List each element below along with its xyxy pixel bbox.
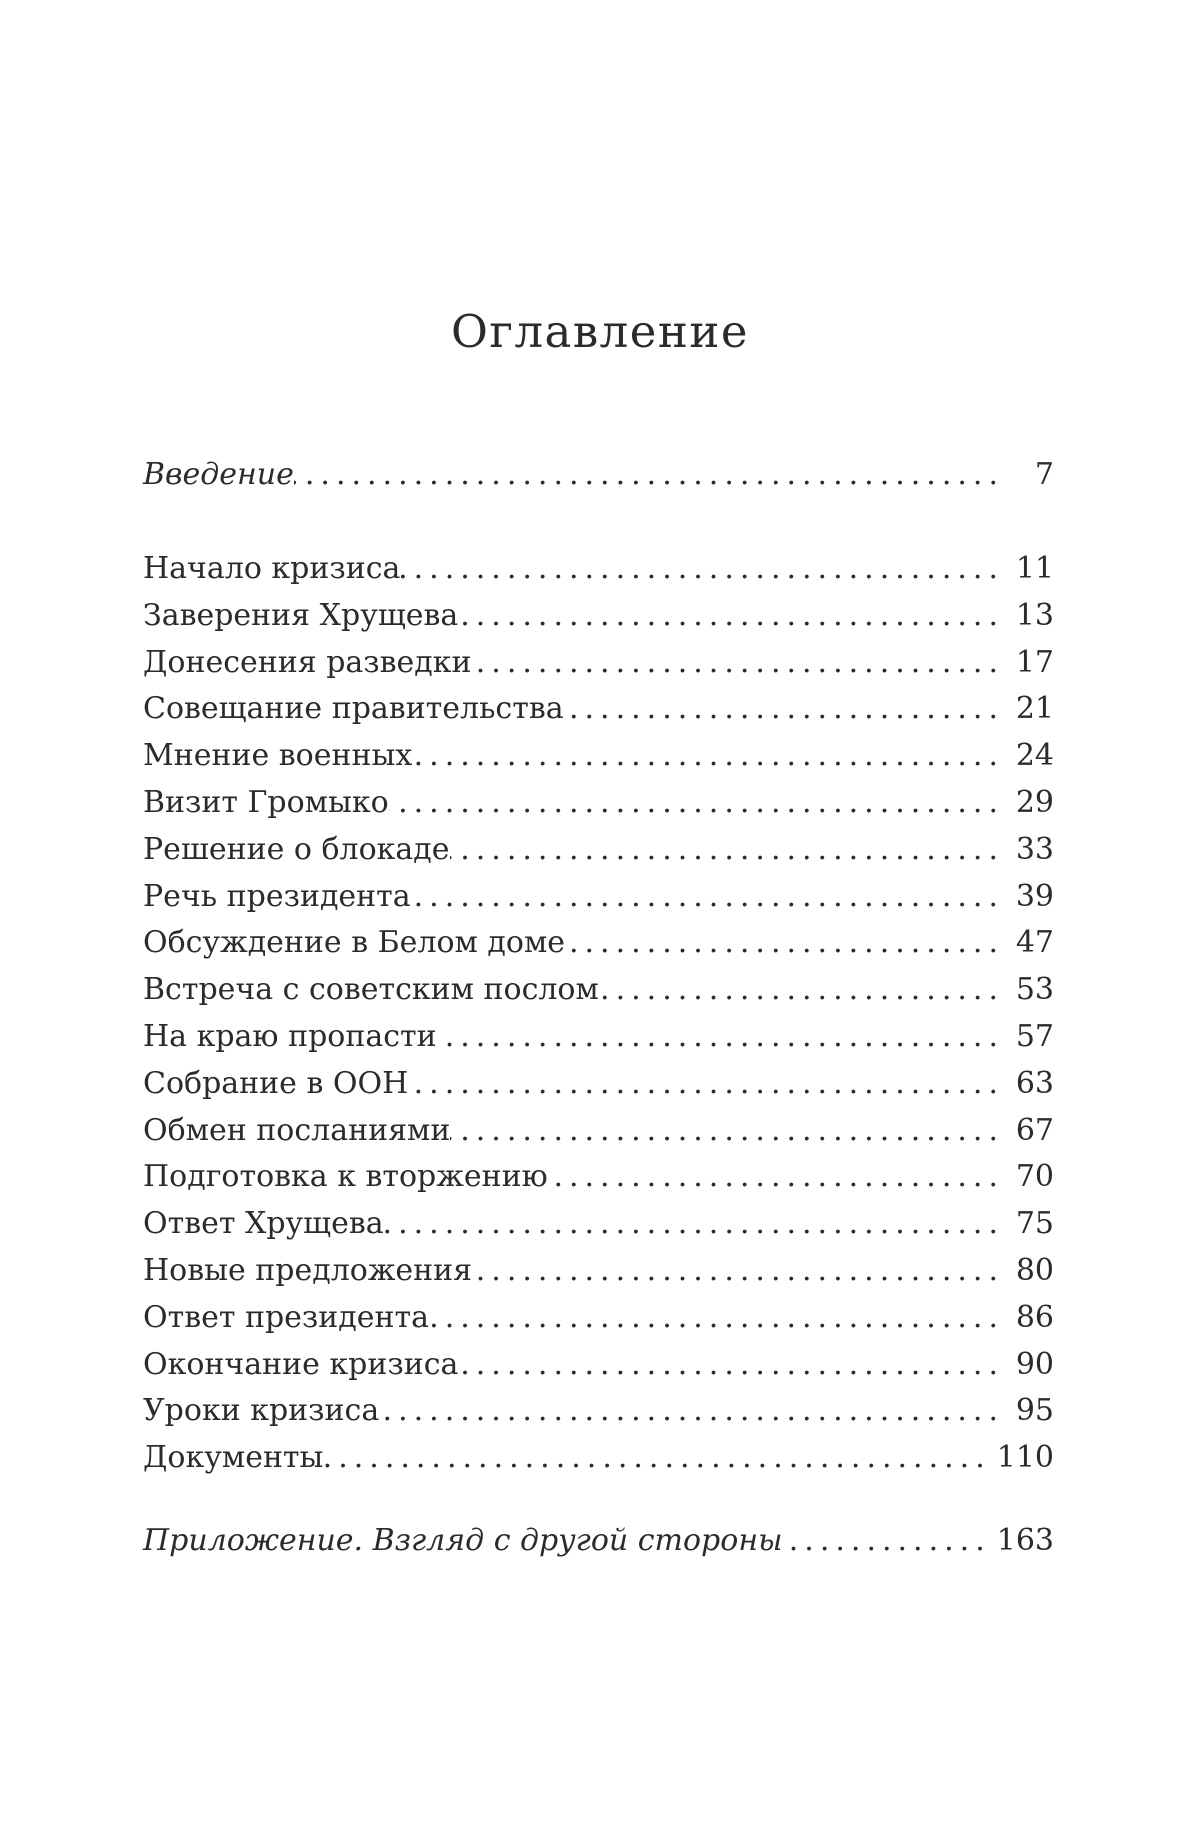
toc-entry-title: Мнение военных xyxy=(143,738,413,774)
toc-appendix-section xyxy=(143,1518,1054,1565)
toc-entry xyxy=(143,1342,1054,1389)
toc-entry xyxy=(143,686,1054,733)
dot-leader xyxy=(548,1154,1010,1201)
toc-entry-page: 11 xyxy=(1015,551,1054,586)
toc-entry xyxy=(143,593,1054,640)
dot-leader xyxy=(564,686,1010,733)
toc-entry-page: 80 xyxy=(1015,1252,1054,1288)
toc-entry-page: 7 xyxy=(1034,457,1054,492)
dot-leader xyxy=(412,733,1010,780)
toc-entry-page: 39 xyxy=(1015,878,1054,914)
toc-entry-page: 29 xyxy=(1015,784,1054,820)
toc-entry xyxy=(143,1108,1054,1155)
toc-entry-title: Окончание кризиса xyxy=(143,1346,459,1382)
toc-entry xyxy=(143,920,1054,967)
toc-entry xyxy=(143,1435,1054,1482)
toc-entry-page: 90 xyxy=(1015,1346,1054,1382)
toc-entry-title: Начало кризиса xyxy=(143,551,401,586)
dot-leader xyxy=(379,1388,1010,1435)
toc-entry xyxy=(143,546,1054,593)
toc-entry-title: Решение о блокаде xyxy=(143,831,450,867)
toc-entry xyxy=(143,827,1054,874)
dot-leader xyxy=(472,1248,1010,1295)
dot-leader xyxy=(389,780,1010,827)
dot-leader xyxy=(450,1108,1010,1155)
toc-entry xyxy=(143,452,1054,499)
toc-entry-title: Совещание правительства xyxy=(143,691,564,727)
toc-entry xyxy=(143,1061,1054,1108)
toc-entry xyxy=(143,1388,1054,1435)
toc-entry-title: Встреча с советским послом xyxy=(143,972,599,1008)
toc-entry-page: 53 xyxy=(1015,972,1054,1008)
toc-entry-title: Собрание в ООН xyxy=(143,1065,409,1101)
toc-entry-page: 17 xyxy=(1015,644,1054,680)
toc-entry-title: Введение xyxy=(143,457,294,492)
toc-entry xyxy=(143,1248,1054,1295)
toc-entry-page: 63 xyxy=(1015,1065,1054,1101)
dot-leader xyxy=(599,967,1010,1014)
toc-entry-page: 86 xyxy=(1015,1299,1054,1335)
toc-entry-title: Уроки кризиса xyxy=(143,1393,380,1429)
dot-leader xyxy=(384,1201,1010,1248)
toc-entry-title: Документы xyxy=(143,1440,324,1476)
toc-entry-title: Подготовка к вторжению xyxy=(143,1159,548,1195)
toc-entry xyxy=(143,640,1054,687)
dot-leader xyxy=(437,1014,1010,1061)
toc-entry xyxy=(143,1014,1054,1061)
toc-entry-page: 110 xyxy=(996,1440,1054,1476)
toc-entry-title: Визит Громыко xyxy=(143,784,389,820)
page-title: Оглавление xyxy=(450,305,750,358)
dot-leader xyxy=(323,1435,996,1482)
toc-entry-page: 75 xyxy=(1015,1206,1054,1242)
toc-entry xyxy=(143,1518,1054,1565)
toc-entry-title: На краю пропасти xyxy=(143,1018,437,1054)
toc-entry-page: 70 xyxy=(1015,1159,1054,1195)
toc-entry-title: Обмен посланиями xyxy=(143,1112,451,1148)
toc-entry-title: Речь президента xyxy=(143,878,411,914)
dot-leader xyxy=(458,1342,1010,1389)
toc-intro-section xyxy=(143,452,1054,499)
dot-leader xyxy=(429,1295,1010,1342)
toc-entry xyxy=(143,1201,1054,1248)
dot-leader xyxy=(294,452,1010,499)
dot-leader xyxy=(458,593,1010,640)
dot-leader xyxy=(411,874,1010,921)
toc-entry-page: 57 xyxy=(1015,1018,1054,1054)
dot-leader xyxy=(450,827,1010,874)
toc-entry-page: 163 xyxy=(996,1523,1054,1558)
toc-entry xyxy=(143,1154,1054,1201)
dot-leader xyxy=(400,546,1010,593)
toc-entry-page: 21 xyxy=(1015,691,1054,727)
dot-leader xyxy=(565,920,1010,967)
dot-leader xyxy=(783,1518,997,1565)
toc-entry-page: 33 xyxy=(1015,831,1054,867)
dot-leader xyxy=(472,640,1010,687)
toc-entry xyxy=(143,874,1054,921)
toc-entry-page: 95 xyxy=(1015,1393,1054,1429)
toc-entry-title: Новые предложения xyxy=(143,1252,473,1288)
toc-entry-title: Обсуждение в Белом доме xyxy=(143,925,566,961)
toc-entry-title: Приложение. Взгляд с другой стороны xyxy=(143,1523,783,1558)
toc-entry-title: Заверения Хрущева xyxy=(143,597,459,633)
toc-entry-title: Донесения разведки xyxy=(143,644,472,680)
toc-entry-page: 67 xyxy=(1015,1112,1054,1148)
toc-entry-page: 24 xyxy=(1015,738,1054,774)
toc-entry xyxy=(143,967,1054,1014)
toc-entry xyxy=(143,733,1054,780)
toc-entry xyxy=(143,1295,1054,1342)
toc-entry-title: Ответ Хрущева xyxy=(143,1206,384,1242)
toc-entry-page: 13 xyxy=(1015,597,1054,633)
toc-entry-title: Ответ президента xyxy=(143,1299,429,1335)
toc-chapters-section xyxy=(143,546,1054,1482)
toc-entry xyxy=(143,780,1054,827)
toc-entry-page: 47 xyxy=(1015,925,1054,961)
dot-leader xyxy=(408,1061,1010,1108)
